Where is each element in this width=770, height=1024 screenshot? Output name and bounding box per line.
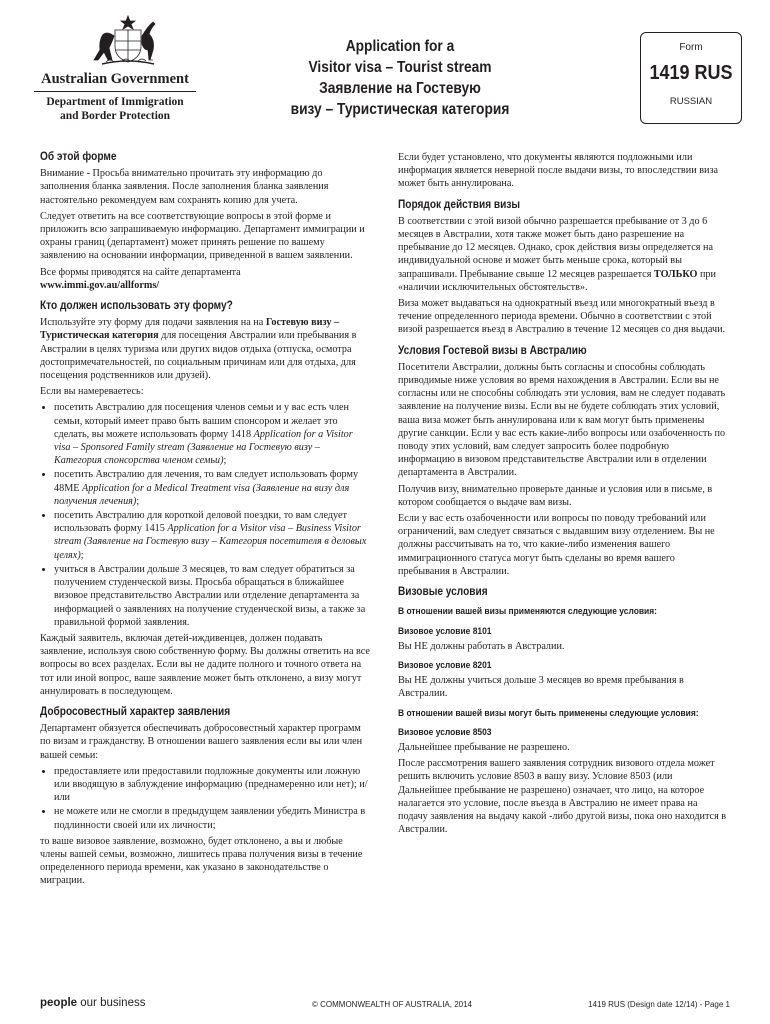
form-title-line-4: визу – Туристическая категория <box>290 101 510 118</box>
condition-8503-text-2: После рассмотрения вашего заявления сотрудник визового отдела может решить включить условие 8503 в вашу визу. Условие 8503 (или Дальнейшее пребывание не разрешено) означает, что лицо, на которое налагается это условие, после въезда в Австралию не имеет права на подачу заявления на выдачу какой -либо другой визы, пока оно находится в Австралии. <box>398 758 727 836</box>
section-heading-validity: Порядок действия визы <box>398 198 521 211</box>
condition-8503-heading: Визовое условие 8503 <box>398 726 492 738</box>
form-title-line-1: Application for a <box>345 38 455 55</box>
condition-8201-text: Вы НЕ должны учиться дольше 3 месяцев во время пребывания в Австралии. <box>398 675 684 700</box>
about-paragraph-2: Следует ответить на все соответствующие вопросы в этой форме и приложить всю запрашиваемую информацию. Департамент иммиграции и охраны границ (департамент) может принять решение по вашему заявлению на основании информации, приведенной в вашем заявлении. <box>40 210 365 262</box>
list-item <box>54 509 370 562</box>
who-paragraph-1 <box>40 316 370 382</box>
validity-text-only: ТОЛЬКО <box>653 268 698 280</box>
footer-brand-people: people <box>40 997 78 1009</box>
list-item-text: посетить Австралию для лечения, то вам следует использовать форму 48ME <box>54 469 359 494</box>
page-footer <box>0 997 770 1013</box>
intent-list <box>40 401 370 628</box>
government-name: Australian Government <box>41 71 189 87</box>
footer-copyright: © COMMONWEALTH OF AUSTRALIA, 2014 <box>312 1000 472 1009</box>
conditions-paragraph-2: Получив визу, внимательно проверьте данные и условия или в письме, в котором сообщается о выдаче вам визы. <box>398 483 713 508</box>
list-item-text: посетить Австралию для посещения членов семьи и у вас есть член семьи, который имеет право быть вашим спонсором и желает это сделать, вы можете использовать форму 1418 <box>54 402 350 440</box>
forms-link[interactable]: www.immi.gov.au/allforms/ <box>40 279 160 291</box>
conditions-paragraph-3: Если у вас есть озабоченности или вопросы по поводу требований или ограничений, вам следует связаться с выдавшим визу отделением. Вы не должны рассчитывать на то, что какие-либо изменения вашего иммиграционного статуса могут быть сделаны во время вашего пребывания в Австралии. <box>398 513 715 577</box>
bona-fide-paragraph-1: Департамент обязуется обеспечивать добросовестный характер программ по визам и гражданству. В отношении вашего заявления если вы или член вашей семьи: <box>40 723 363 761</box>
form-number: 1419 RUS <box>649 62 733 84</box>
list-item-form-name: Application for a Medical Treatment visa (Заявление на визу для получения лечения) <box>54 482 350 507</box>
list-item <box>54 468 370 508</box>
left-column <box>40 151 370 891</box>
section-heading-bona-fide: Добросовестный характер заявления <box>40 705 231 718</box>
list-item-end: ; <box>80 549 84 561</box>
validity-paragraph-1 <box>398 215 728 294</box>
list-item-end: ; <box>223 455 227 467</box>
bona-fide-list <box>40 765 370 832</box>
section-heading-visa-conditions: Визовые условия <box>398 586 488 599</box>
who-text-a: Используйте эту форму для подачи заявления на на <box>40 317 266 329</box>
condition-8101-heading: Визовое условие 8101 <box>398 625 492 637</box>
validity-paragraph-2: Виза может выдаваться на однократный въезд или многократный въезд в течение определенного периода времени. Обычно в соответствии с этой визой разрешается въезд в Австралию в течение 12 месяцев со дня выдачи. <box>398 298 726 336</box>
header-divider <box>34 91 196 92</box>
who-paragraph-2: Если вы намереваетесь: <box>40 386 144 398</box>
form-title <box>271 36 529 120</box>
list-item: • не можете или не смогли в предыдущем заявлении убедить Министра в подлинности своей или их личности; <box>54 805 370 831</box>
department-line-2: and Border Protection <box>59 110 171 122</box>
condition-8201-heading: Визовое условие 8201 <box>398 659 492 671</box>
condition-8503-text-1: Дальнейшее пребывание не разрешено. <box>398 741 570 753</box>
form-language: RUSSIAN <box>669 96 713 107</box>
list-item: • предоставляете или предоставили подложные документы или ложную или вводящую в заблуждение информацию (преднамеренно или нет); и/или <box>54 765 370 805</box>
validity-text-a: В соответствии с этой визой обычно разрешается пребывание от 3 до 6 месяцев в Австралии, хотя также может быть дано разрешение на пребывание до 12 месяцев. Однако, срок действия визы определяется на индивидуальной основе и может быть меньше срока, который вы запрашивали. Пребывание свыше 12 месяцев разрешается <box>398 215 713 280</box>
form-title-line-2: Visitor visa – Tourist stream <box>308 59 492 76</box>
list-item <box>54 401 370 467</box>
bona-fide-paragraph-2: то ваше визовое заявление, возможно, будет отклонено, а вы и любые члены вашей семьи, возможно, лишитесь права получения визы в течение определенного периода времени, как указано в законодательстве о миграции. <box>40 835 363 887</box>
about-paragraph-1: Внимание - Просьба внимательно прочитать эту информацию до заполнения бланка заявления. После заполнения бланка заявления настоятельно рекомендуем вам сохранять копию для учета. <box>40 168 329 206</box>
who-text-c: для посещения Австралии или пребывания в Австралии в целях туризма или других видов отдыха (отпуска, осмотра достопримечательностей, по социальным причинам или для отдыха, для посещения родственников или друзей). <box>40 330 357 382</box>
each-applicant-paragraph: Каждый заявитель, включая детей-иждивенцев, должен подавать заявление, используя свою собственную форму. Вы должны ответить на все вопросы во всех разделах. Если вы не дадите полного и точного ответа на тот или иной вопрос, ваше заявление может быть отклонено, а визу могут аннулировать в последующем. <box>40 632 370 697</box>
footer-design-date: 1419 RUS (Design date 12/14) - Page 1 <box>588 1000 730 1009</box>
form-number-box <box>640 32 742 124</box>
who-text-visa-name: Гостевую визу – Туристическая категория <box>40 317 340 342</box>
section-heading-who: Кто должен использовать эту форму? <box>40 300 233 313</box>
condition-8101-text: Вы НЕ должны работать в Австралии. <box>398 640 565 652</box>
conditions-paragraph-1: Посетители Австралии, должны быть согласны и способны соблюдать приводимые ниже условия во время нахождения в Австралии. Если вы не согласны или не способны соблюдать эти условия, вам не следует подавать заявление на получение визы. Если вы не будете соблюдать этих условий, ваша виза может быть аннулирована или к вам могут быть применены другие санкции. Если у вас есть какие-либо вопросы или озабоченность по поводу этих условий, вам следует запросить более подробную информацию в визовом представительстве Австралии или в отделении департамента в Австралии. <box>398 361 726 479</box>
right-column <box>398 151 728 839</box>
continuation-paragraph: Если будет установлено, что документы являются подложными или информация является неверной после выдачи визы, то впоследствии виза может быть аннулирована. <box>398 152 719 190</box>
department-name <box>34 95 196 123</box>
list-item: • учиться в Австралии дольше 3 месяцев, то вам следует обратиться за получением студенческой визы. Просьба обращаться в ближайшее визовое представительство Австралии или отделение департамента за информацией о заявлениях на получение студенческой визы, а также за правильной формой заявления. <box>54 563 370 629</box>
form-label: Form <box>679 42 703 53</box>
validity-text-c: при «наличии исключительных обстоятельств». <box>398 268 716 293</box>
list-item-form-name: Application for a Visitor visa – Sponsored Family stream (Заявление на Гостевую визу – Категория спонсорства членом семьи) <box>54 428 353 467</box>
coat-of-arms-icon <box>82 14 174 70</box>
section-heading-conditions: Условия Гостевой визы в Австралию <box>398 344 587 357</box>
list-item-form-name: Application for a Visitor visa – Business Visitor stream (Заявление на Гостевую визу – Категория посетителя в деловых целях) <box>54 523 367 561</box>
list-item-text: посетить Австралию для короткой деловой поездки, то вам следует использовать форму 1415 <box>54 510 347 535</box>
section-heading-about: Об этой форме <box>40 151 117 163</box>
about-paragraph-3 <box>40 266 370 292</box>
about-paragraph-3-text: Все формы приводятся на сайте департамента <box>40 266 241 278</box>
department-line-1: Department of Immigration <box>46 96 184 108</box>
list-item-end: ; <box>136 495 140 507</box>
subheading-possible-conditions: В отношении вашей визы могут быть применены следующие условия: <box>398 707 699 719</box>
footer-brand-rest: our business <box>77 997 146 1009</box>
form-title-line-3: Заявление на Гостевую <box>319 80 481 97</box>
footer-brand <box>40 997 145 1009</box>
subheading-applied-conditions: В отношении вашей визы применяются следующие условия: <box>398 606 657 618</box>
